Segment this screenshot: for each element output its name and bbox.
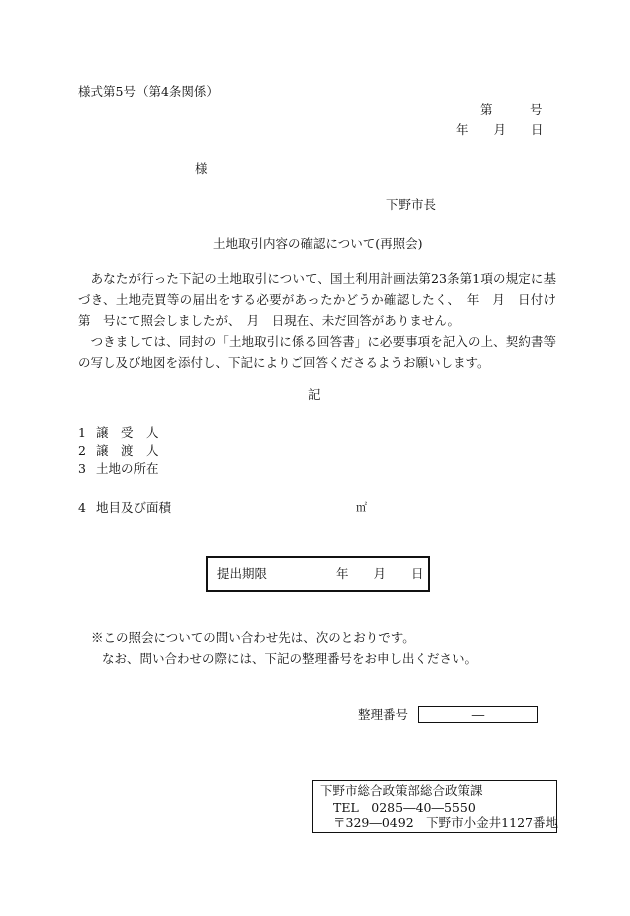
reference-number-label: 整理番号	[358, 707, 409, 722]
item-4	[78, 502, 171, 515]
issue-date: 年 月 日	[456, 122, 544, 137]
document-number: 第 号	[480, 102, 543, 117]
body-paragraph-1: あなたが行った下記の土地取引について、国土利用計画法第23条第1項の規定に基づき、土地売買等の届出をする必要があったかどうか確認したく、 年 月 日付け 第 号にて照会しましたが、 月 日現在、未だ回答がありません。	[78, 271, 569, 328]
sender-name: 下野市長	[386, 197, 437, 212]
inquiry-note-2: なお、問い合わせの際には、下記の整理番号をお申し出ください。	[102, 651, 478, 666]
contact-address: 〒329―0492 下野市小金井1127番地	[333, 815, 558, 830]
deadline-box	[206, 556, 430, 592]
area-unit: ㎡	[356, 501, 367, 514]
item-label: 譲 渡 人	[96, 443, 159, 458]
item-number: 3	[78, 461, 86, 476]
item-2	[78, 445, 159, 458]
item-1	[78, 427, 159, 440]
form-number: 様式第5号（第4条関係）	[78, 84, 219, 99]
deadline-date: 年 月 日	[336, 566, 424, 581]
addressee-suffix: 様	[195, 161, 208, 176]
contact-box	[312, 780, 557, 833]
item-label: 譲 受 人	[96, 425, 159, 440]
item-label: 地目及び面積	[96, 500, 172, 515]
inquiry-note: ※この照会についての問い合わせ先は、次のとおりです。	[91, 630, 415, 645]
item-3	[78, 463, 159, 476]
reference-number-box: ―	[418, 706, 538, 723]
body-paragraph-2: つきましては、同封の「土地取引に係る回答書」に必要事項を記入の上、契約書等の写し及び地図を添付し、下記によりご回答くださるようお願いします。	[78, 334, 556, 370]
contact-phone: TEL 0285―40―5550	[333, 800, 476, 815]
deadline-label: 提出期限	[217, 566, 268, 581]
contact-department: 下野市総合政策部総合政策課	[320, 783, 483, 798]
item-number: 4	[78, 500, 86, 515]
item-number: 2	[78, 443, 86, 458]
document-title: 土地取引内容の確認について(再照会)	[213, 236, 423, 251]
ki-heading: 記	[308, 387, 321, 402]
item-label: 土地の所在	[96, 461, 159, 476]
item-number: 1	[78, 425, 86, 440]
